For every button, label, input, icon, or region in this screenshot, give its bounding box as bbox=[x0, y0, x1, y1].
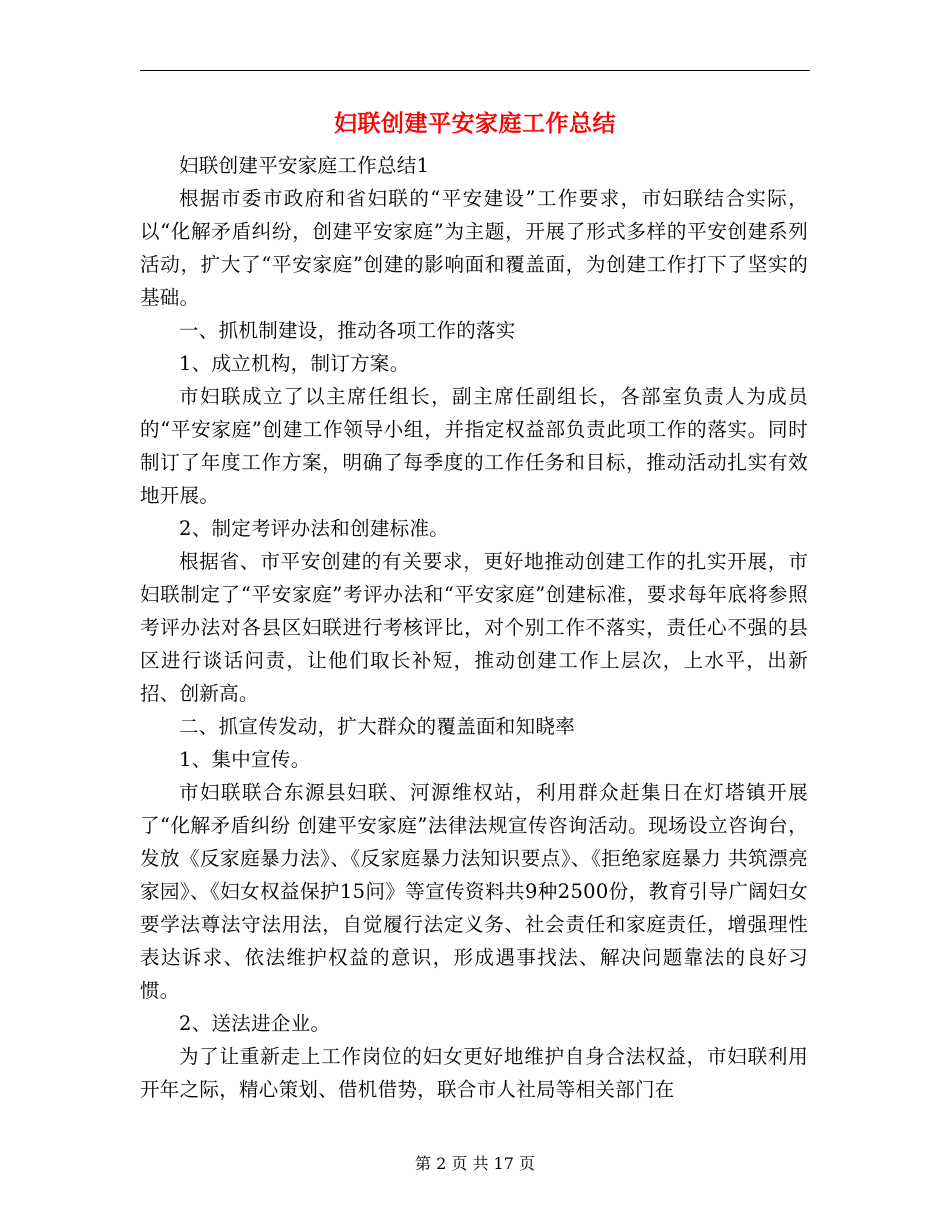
section-heading: 一、抓机制建设，推动各项工作的落实 bbox=[179, 319, 516, 342]
body-paragraph: 市妇联成立了以主席任组长，副主席任副组长，各部室负责人为成员的“平安家庭”创建工作领导小组，并指定权益部负责此项工作的落实。同时制订了年度工作方案，明确了每季度的工作任务和目标，推动活动扎实有效地开展。 bbox=[140, 385, 808, 507]
subsection-heading: 2、制定考评办法和创建标准。 bbox=[179, 517, 450, 540]
page-footer: 第 2 页 共 17 页 bbox=[415, 1154, 535, 1173]
subtitle-paragraph: 妇联创建平安家庭工作总结1 bbox=[179, 154, 430, 177]
subsection-heading: 1、成立机构，制订方案。 bbox=[179, 352, 410, 375]
body-paragraph: 为了让重新走上工作岗位的妇女更好地维护自身合法权益，市妇联利用开年之际，精心策划、借机借势，联合市人社局等相关部门在 bbox=[140, 1045, 808, 1101]
document-title: 妇联创建平安家庭工作总结 bbox=[334, 110, 616, 137]
document-body bbox=[140, 149, 808, 1106]
body-paragraph: 根据市委市政府和省妇联的“平安建设”工作要求，市妇联结合实际，以“化解矛盾纠纷，创建平安家庭”为主题，开展了形式多样的平安创建系列活动，扩大了“平安家庭”创建的影响面和覆盖面，为创建工作打下了坚实的基础。 bbox=[140, 187, 808, 309]
header-rule bbox=[140, 70, 810, 71]
body-paragraph: 根据省、市平安创建的有关要求，更好地推动创建工作的扎实开展，市妇联制定了“平安家庭”考评办法和“平安家庭”创建标准，要求每年底将参照考评办法对各县区妇联进行考核评比，对个别工作不落实，责任心不强的县区进行谈话问责，让他们取长补短，推动创建工作上层次，上水平，出新招、创新高。 bbox=[140, 550, 808, 705]
body-paragraph: 市妇联联合东源县妇联、河源维权站，利用群众赶集日在灯塔镇开展了“化解矛盾纠纷 创建平安家庭”法律法规宣传咨询活动。现场设立咨询台，发放《反家庭暴力法》、《反家庭暴力法知识要点》、《拒绝家庭暴力 共筑漂亮家园》、《妇女权益保护15问》等宣传资料共9种2500份，教育引导广阔妇女要学法尊法守法用法，自觉履行法定义务、社会责任和家庭责任，增强理性表达诉求、依法维护权益的意识，形成遇事找法、解决问题靠法的良好习惯。 bbox=[140, 781, 808, 1002]
subsection-heading: 1、集中宣传。 bbox=[179, 748, 311, 771]
subsection-heading: 2、送法进企业。 bbox=[179, 1012, 331, 1035]
section-heading: 二、抓宣传发动，扩大群众的覆盖面和知晓率 bbox=[179, 715, 576, 738]
